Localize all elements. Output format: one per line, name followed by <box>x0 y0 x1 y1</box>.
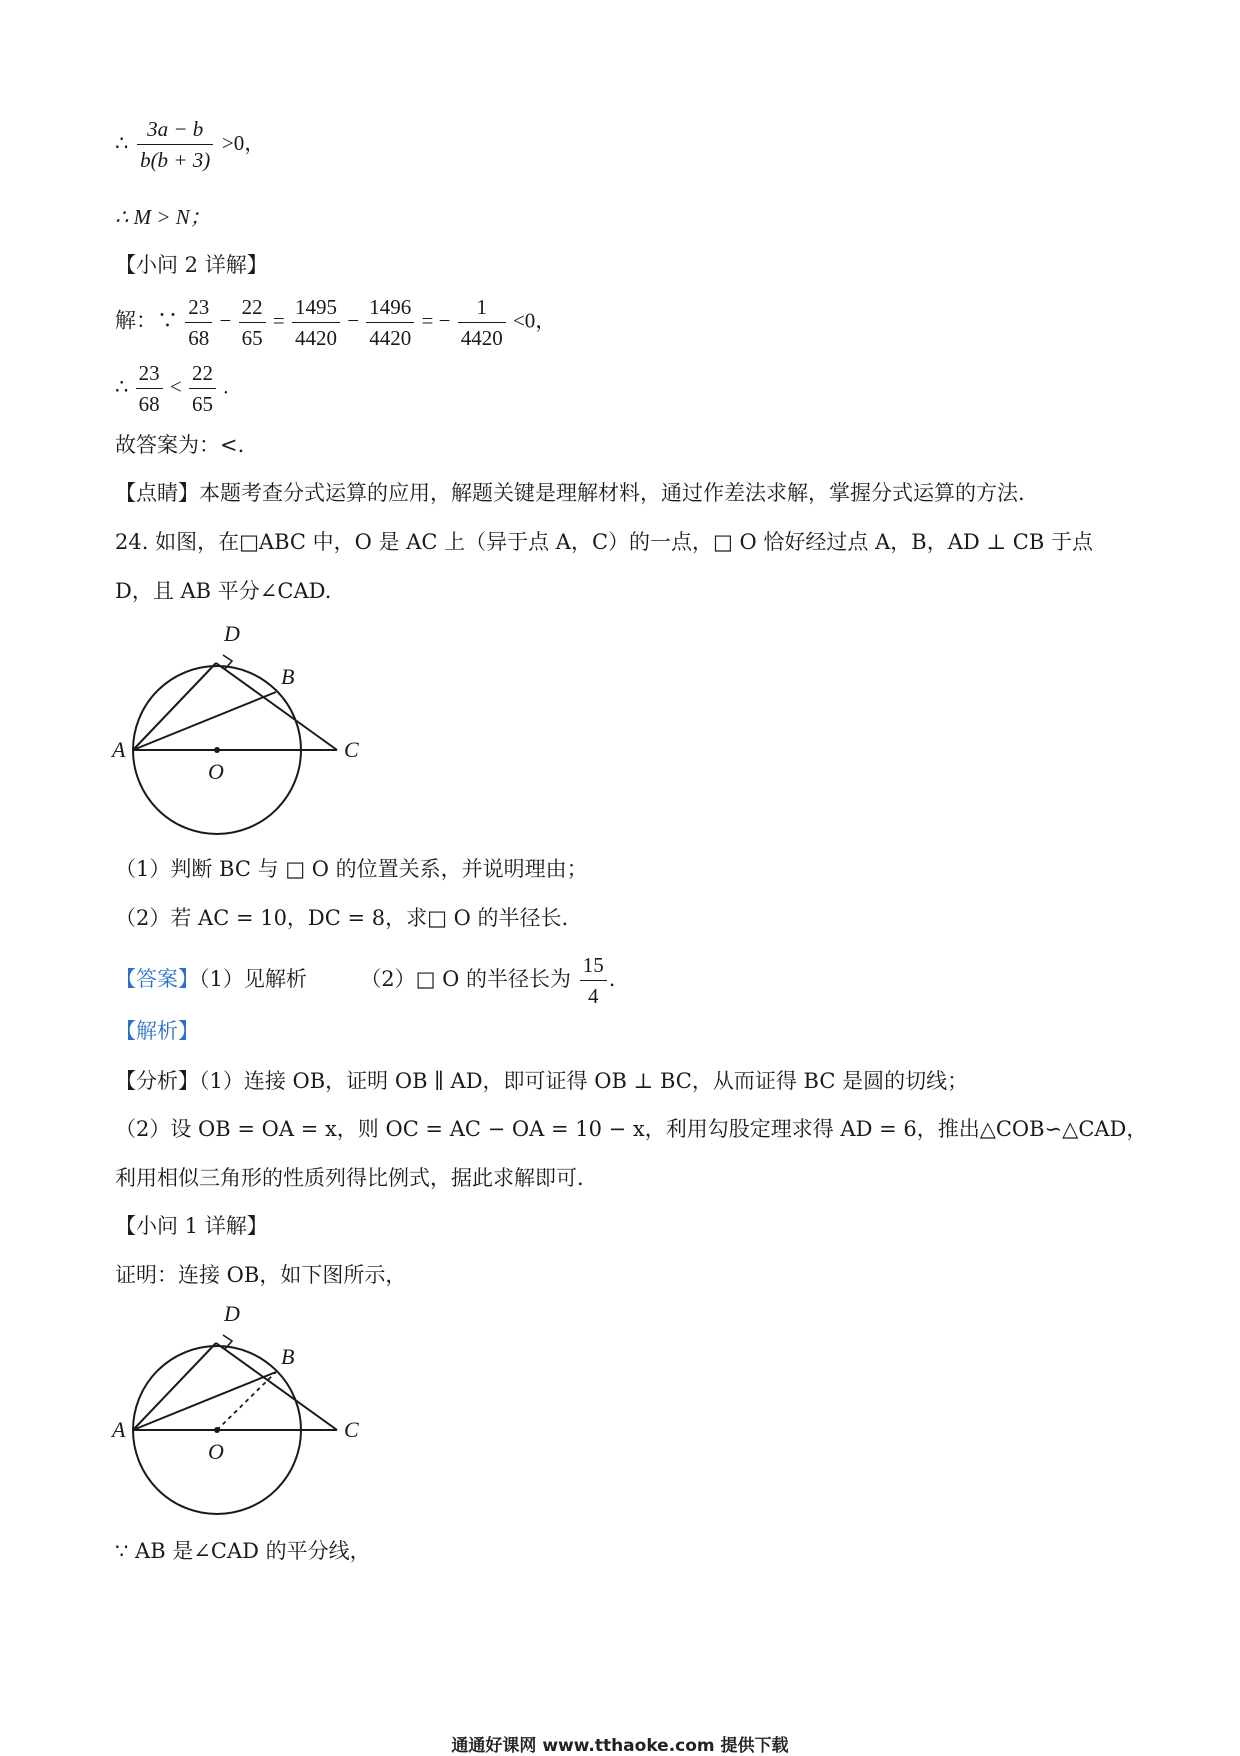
operator: < <box>169 374 182 399</box>
fraction <box>185 292 212 353</box>
label-O: O <box>208 1439 224 1464</box>
fraction-denominator: 4420 <box>458 322 506 353</box>
fraction-denominator: 4 <box>580 980 607 1011</box>
label-B: B <box>281 664 295 689</box>
therefore-sign: ∴ <box>115 131 129 155</box>
fraction-denominator: 4420 <box>366 322 414 353</box>
question-1: （1）判断 BC 与 □ O 的位置关系，并说明理由； <box>115 857 588 881</box>
fraction <box>458 292 506 353</box>
fraction-numerator: 22 <box>241 295 263 319</box>
label-B: B <box>281 1344 295 1369</box>
fraction-numerator: 1495 <box>294 295 337 319</box>
geometry-figure-2 <box>105 1300 385 1530</box>
analysis-line-1: 【分析】（1）连接 OB，证明 OB ∥ AD，即可证得 OB ⊥ BC，从而证得 BC 是圆的切线； <box>115 1069 969 1093</box>
inequality-tail: >0， <box>221 131 266 155</box>
therefore-sign: ∴ <box>115 374 129 399</box>
operator: − <box>347 308 360 333</box>
fraction <box>136 358 163 419</box>
page-footer: 通通好课网 www.tthaoke.com 提供下载 <box>451 1736 789 1756</box>
inequality-tail: <0， <box>512 308 557 333</box>
geometry-figure-1 <box>105 620 385 850</box>
fraction-numerator: 23 <box>138 361 160 385</box>
fraction <box>189 358 216 419</box>
section-heading-q1: 【小问 1 详解】 <box>115 1214 268 1238</box>
fraction-denominator: 4420 <box>292 322 340 353</box>
analysis-line-2: （2）设 OB = OA = x，则 OC = AC − OA = 10 − x，利用勾股定理求得 AD = 6，推出△COB∽△CAD， <box>115 1117 1148 1141</box>
answer-tag: 【答案】 <box>115 967 199 991</box>
math-line-4 <box>115 358 228 419</box>
solution-prefix: 解：∵ <box>115 308 178 333</box>
section-heading-q2: 【小问 2 详解】 <box>115 253 268 277</box>
fraction-denominator: b(b + 3) <box>137 144 213 175</box>
fraction-numerator: 1496 <box>369 295 412 319</box>
fraction <box>137 114 213 175</box>
math-line-1 <box>115 114 265 175</box>
fraction <box>366 292 414 353</box>
proof-line-2: ∵ AB 是∠CAD 的平分线， <box>115 1539 371 1563</box>
period: . <box>223 374 229 399</box>
label-A: A <box>112 1417 126 1442</box>
answer-line: 故答案为：<. <box>115 433 245 457</box>
fraction-numerator: 23 <box>188 295 210 319</box>
fraction-numerator: 22 <box>191 361 213 385</box>
math-line-2: ∴ M > N； <box>115 205 211 229</box>
label-O: O <box>208 759 224 784</box>
comment-line: 【点睛】本题考查分式运算的应用，解题关键是理解材料，通过作差法求解，掌握分式运算的方法. <box>115 481 1025 505</box>
operator: = <box>272 308 285 333</box>
answer-part-2: （2）□ O 的半径长为 <box>360 967 572 991</box>
label-C: C <box>344 1417 359 1442</box>
problem-statement-line-1: 24. 如图，在□ABC 中，O 是 AC 上（异于点 A，C）的一点，□ O 恰好经过点 A，B，AD ⊥ CB 于点 <box>115 530 1093 554</box>
label-A: A <box>112 737 126 762</box>
operator: − <box>219 308 232 333</box>
fraction <box>239 292 266 353</box>
label-C: C <box>344 737 359 762</box>
label-D: D <box>224 621 240 646</box>
fraction <box>292 292 340 353</box>
fraction-denominator: 68 <box>136 388 163 419</box>
operator: = − <box>421 308 451 333</box>
proof-line-1: 证明：连接 OB，如下图所示， <box>115 1263 407 1287</box>
question-2: （2）若 AC = 10，DC = 8，求□ O 的半径长. <box>115 906 569 930</box>
answer-row <box>115 950 615 1011</box>
problem-statement-line-2: D，且 AB 平分∠CAD. <box>115 579 332 603</box>
answer-part-1: （1）见解析 <box>199 967 307 991</box>
period: . <box>608 967 616 991</box>
fraction-denominator: 65 <box>189 388 216 419</box>
fraction-numerator: 1 <box>476 295 487 319</box>
analysis-line-3: 利用相似三角形的性质列得比例式，据此求解即可. <box>115 1166 584 1190</box>
label-D: D <box>224 1301 240 1326</box>
math-line-3 <box>115 292 556 353</box>
fraction-numerator: 15 <box>582 953 604 977</box>
fraction-denominator: 65 <box>239 322 266 353</box>
fraction-numerator: 3a − b <box>147 117 204 141</box>
fraction-denominator: 68 <box>185 322 212 353</box>
fraction <box>580 950 607 1011</box>
analysis-tag: 【解析】 <box>115 1019 199 1043</box>
